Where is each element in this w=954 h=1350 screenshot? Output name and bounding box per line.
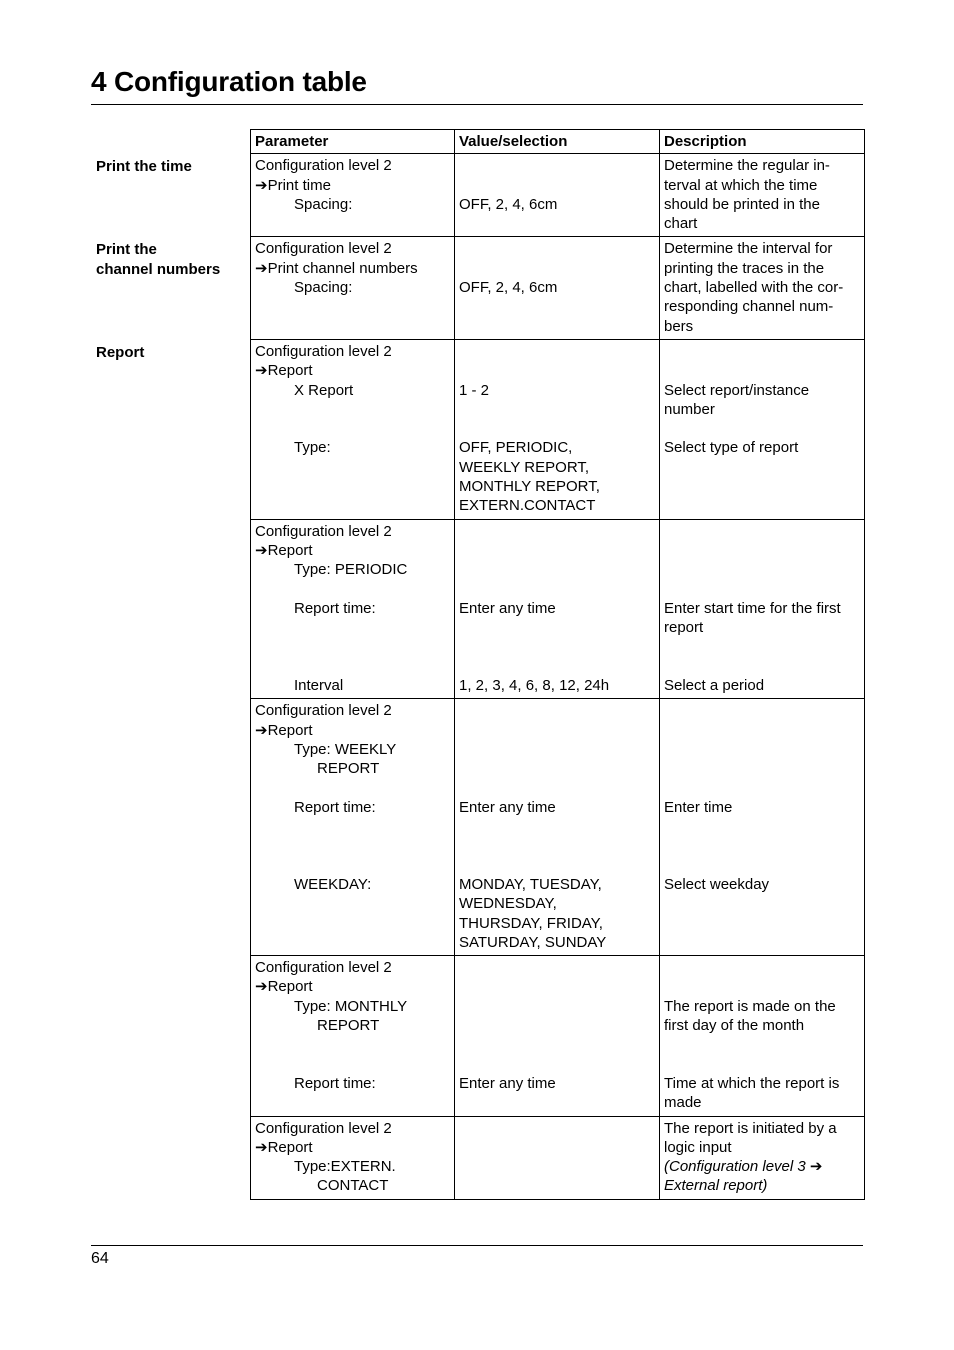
section-label-report: Report: [96, 344, 145, 361]
description-line: terval at which the time: [664, 176, 818, 194]
description-line: The report is made on the: [664, 997, 836, 1015]
description-cell: [660, 237, 865, 339]
parameter-line: Configuration level 2: [255, 157, 392, 175]
parameter-line: ➔Report: [255, 978, 313, 996]
footer-rule: [91, 1245, 863, 1246]
value-line: OFF, 2, 4, 6cm: [459, 195, 558, 213]
description-line: first day of the month: [664, 1017, 805, 1035]
description-line: Select report/instance: [664, 381, 810, 399]
parameter-cell: [251, 956, 455, 1116]
table-row: [251, 339, 865, 519]
description-line-italic: External report): [664, 1177, 768, 1195]
description-cell: [660, 519, 865, 699]
parameter-line: Type: PERIODIC: [294, 561, 408, 579]
value-line: WEDNESDAY,: [459, 895, 557, 913]
parameter-line: REPORT: [317, 1017, 380, 1035]
description-cell: [660, 154, 865, 237]
description-line: The report is initiated by a: [664, 1119, 837, 1137]
value-line: Enter any time: [459, 599, 556, 617]
description-line: bers: [664, 317, 694, 335]
value-cell: [455, 519, 660, 699]
parameter-line: ➔Report: [255, 541, 313, 559]
description-line: Determine the interval for: [664, 240, 833, 258]
description-line: report: [664, 619, 704, 637]
configuration-table: [250, 129, 865, 1200]
value-cell: [455, 956, 660, 1116]
table-row: [251, 1116, 865, 1199]
parameter-cell: [251, 699, 455, 956]
value-line: 1 - 2: [459, 381, 490, 399]
parameter-cell: [251, 339, 455, 519]
table-row: [251, 237, 865, 339]
description-cell: [660, 699, 865, 956]
section-label-line: Print the: [96, 241, 157, 258]
column-header-value: Value/selection: [455, 130, 660, 154]
description-line-italic: (Configuration level 3 ➔: [664, 1158, 823, 1176]
table-row: [251, 956, 865, 1116]
value-line: WEEKLY REPORT,: [459, 458, 590, 476]
value-line: THURSDAY, FRIDAY,: [459, 914, 603, 932]
parameter-line: Configuration level 2: [255, 240, 392, 258]
parameter-line: REPORT: [317, 760, 380, 778]
description-line: Select type of report: [664, 439, 799, 457]
value-cell: [455, 1116, 660, 1199]
parameter-line: X Report: [294, 381, 354, 399]
parameter-line: Type:: [294, 439, 331, 457]
parameter-line: ➔Print channel numbers: [255, 259, 418, 277]
parameter-line: ➔Report: [255, 1138, 313, 1156]
table-row: [251, 699, 865, 956]
parameter-cell: [251, 154, 455, 237]
description-line: should be printed in the: [664, 195, 820, 213]
description-cell: [660, 1116, 865, 1199]
value-cell: [455, 339, 660, 519]
description-line: Enter start time for the first: [664, 599, 841, 617]
description-line: printing the traces in the: [664, 259, 825, 277]
value-cell: [455, 237, 660, 339]
value-line: MONTHLY REPORT,: [459, 478, 600, 496]
value-line: SATURDAY, SUNDAY: [459, 933, 607, 951]
parameter-line: ➔Report: [255, 721, 313, 739]
description-line: responding channel num-: [664, 298, 834, 316]
value-cell: [455, 154, 660, 237]
value-line: 1, 2, 3, 4, 6, 8, 12, 24h: [459, 677, 610, 695]
table-header-row: [251, 130, 865, 154]
parameter-line: Configuration level 2: [255, 522, 392, 540]
value-line: EXTERN.CONTACT: [459, 497, 596, 515]
value-cell: [455, 699, 660, 956]
parameter-cell: [251, 1116, 455, 1199]
parameter-cell: [251, 519, 455, 699]
parameter-line: Spacing:: [294, 279, 353, 297]
value-line: OFF, PERIODIC,: [459, 439, 573, 457]
description-line: Time at which the report is: [664, 1074, 840, 1092]
value-line: Enter any time: [459, 1074, 556, 1092]
page-title: 4 Configuration table: [91, 66, 367, 97]
parameter-line: Spacing:: [294, 195, 353, 213]
parameter-line: Report time:: [294, 798, 376, 816]
description-line: chart, labelled with the cor-: [664, 279, 844, 297]
page-number: 64: [91, 1250, 109, 1267]
parameter-line: CONTACT: [317, 1177, 389, 1195]
parameter-line: Type: WEEKLY: [294, 740, 397, 758]
parameter-line: Configuration level 2: [255, 959, 392, 977]
section-label-print-time: Print the time: [96, 158, 192, 175]
parameter-line: Report time:: [294, 1074, 376, 1092]
description-line: Select weekday: [664, 875, 770, 893]
section-label-print-channel-numbers: [96, 240, 220, 279]
description-line: logic input: [664, 1138, 732, 1156]
description-cell: [660, 956, 865, 1116]
parameter-line: ➔Print time: [255, 176, 331, 194]
parameter-line: Type:EXTERN.: [294, 1158, 396, 1176]
description-line: made: [664, 1094, 702, 1112]
value-line: Enter any time: [459, 798, 556, 816]
parameter-line: Configuration level 2: [255, 1119, 392, 1137]
parameter-line: Report time:: [294, 599, 376, 617]
table-row: [251, 519, 865, 699]
parameter-line: Configuration level 2: [255, 342, 392, 360]
value-line: OFF, 2, 4, 6cm: [459, 279, 558, 297]
parameter-line: Interval: [294, 677, 344, 695]
header-rule: [91, 104, 863, 105]
parameter-line: Type: MONTHLY: [294, 997, 408, 1015]
description-line: chart: [664, 215, 698, 233]
description-line: number: [664, 400, 715, 418]
section-label-line: channel numbers: [96, 260, 221, 278]
table-row: [251, 154, 865, 237]
column-header-parameter: Parameter: [251, 130, 455, 154]
description-line: Determine the regular in-: [664, 157, 830, 175]
parameter-cell: [251, 237, 455, 339]
description-line: Enter time: [664, 798, 733, 816]
value-line: MONDAY, TUESDAY,: [459, 875, 602, 893]
parameter-line: ➔Report: [255, 362, 313, 380]
parameter-line: Configuration level 2: [255, 702, 392, 720]
column-header-description: Description: [660, 130, 865, 154]
description-line: Select a period: [664, 677, 765, 695]
description-cell: [660, 339, 865, 519]
parameter-line: WEEKDAY:: [294, 875, 372, 893]
